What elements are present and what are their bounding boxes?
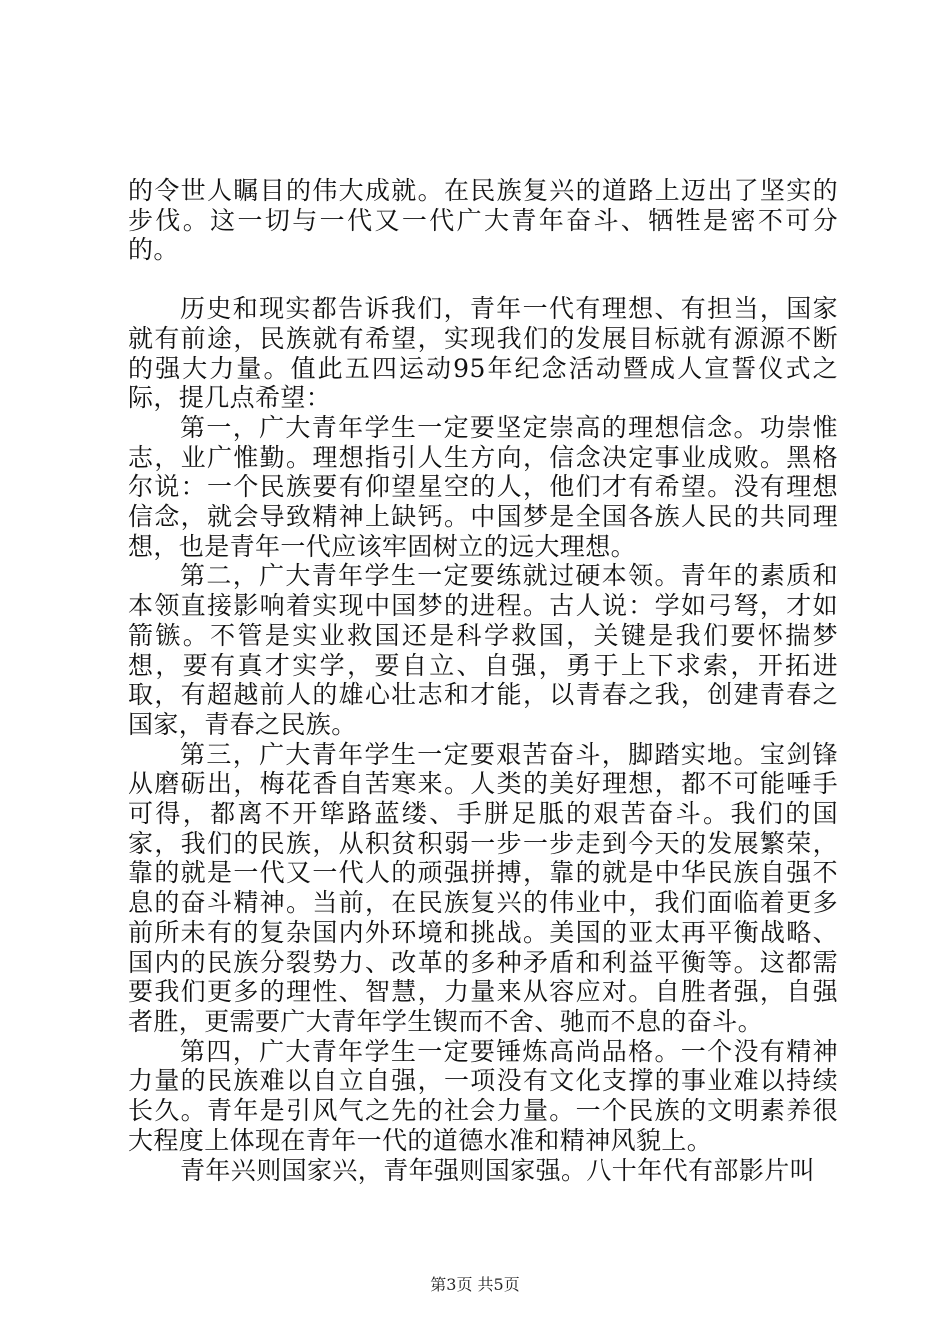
paragraph-point-three: 第三，广大青年学生一定要艰苦奋斗，脚踏实地。宝剑锋从磨砺出，梅花香自苦寒来。人类的美好理想，都不可能唾手可得，都离不开筚路蓝缕、手胼足胝的艰苦奋斗。我们的国家，我们的民族，从积贫积弱一步一步走到今天的发展繁荣，靠的就是一代又一代人的顽强拼搏，靠的就是中华民族自强不息的奋斗精神。当前，在民族复兴的伟业中，我们面临着更多前所未有的复杂国内外环境和挑战。美国的亚太再平衡战略、国内的民族分裂势力、改革的多种矛盾和利益平衡等。这都需要我们更多的理性、智慧，力量来从容应对。自胜者强，自强者胜，更需要广大青年学生锲而不舍、驰而不息的奋斗。	[128, 739, 838, 1036]
paragraph-point-one: 第一，广大青年学生一定要坚定崇高的理想信念。功崇惟志，业广惟勤。理想指引人生方向，信念决定事业成败。黑格尔说：一个民族要有仰望星空的人，他们才有希望。没有理想信念，就会导致精神上缺钙。中国梦是全国各族人民的共同理想，也是青年一代应该牢固树立的远大理想。	[128, 412, 838, 561]
paragraph-point-two: 第二，广大青年学生一定要练就过硬本领。青年的素质和本领直接影响着实现中国梦的进程。古人说：学如弓弩，才如箭镞。不管是实业救国还是科学救国，关键是我们要怀揣梦想，要有真才实学，要自立、自强，勇于上下求索，开拓进取，有超越前人的雄心壮志和才能，以青春之我，创建青春之国家，青春之民族。	[128, 561, 838, 739]
paragraph-closing: 青年兴则国家兴，青年强则国家强。八十年代有部影片叫	[180, 1155, 816, 1185]
paragraph-intro: 历史和现实都告诉我们，青年一代有理想、有担当，国家就有前途，民族就有希望，实现我们的发展目标就有源源不断的强大力量。值此五四运动95年纪念活动暨成人宣誓仪式之际，提几点希望：	[128, 294, 838, 413]
document-body	[128, 176, 838, 1185]
paragraph-point-four: 第四，广大青年学生一定要锤炼高尚品格。一个没有精神力量的民族难以自立自强，一项没有文化支撑的事业难以持续长久。青年是引风气之先的社会力量。一个民族的文明素养很大程度上体现在青年一代的道德水准和精神风貌上。	[128, 1036, 838, 1155]
page-number-footer: 第3页 共5页	[430, 1275, 520, 1294]
paragraph-continuation: 的令世人瞩目的伟大成就。在民族复兴的道路上迈出了坚实的步伐。这一切与一代又一代广大青年奋斗、牺牲是密不可分的。	[128, 176, 838, 265]
